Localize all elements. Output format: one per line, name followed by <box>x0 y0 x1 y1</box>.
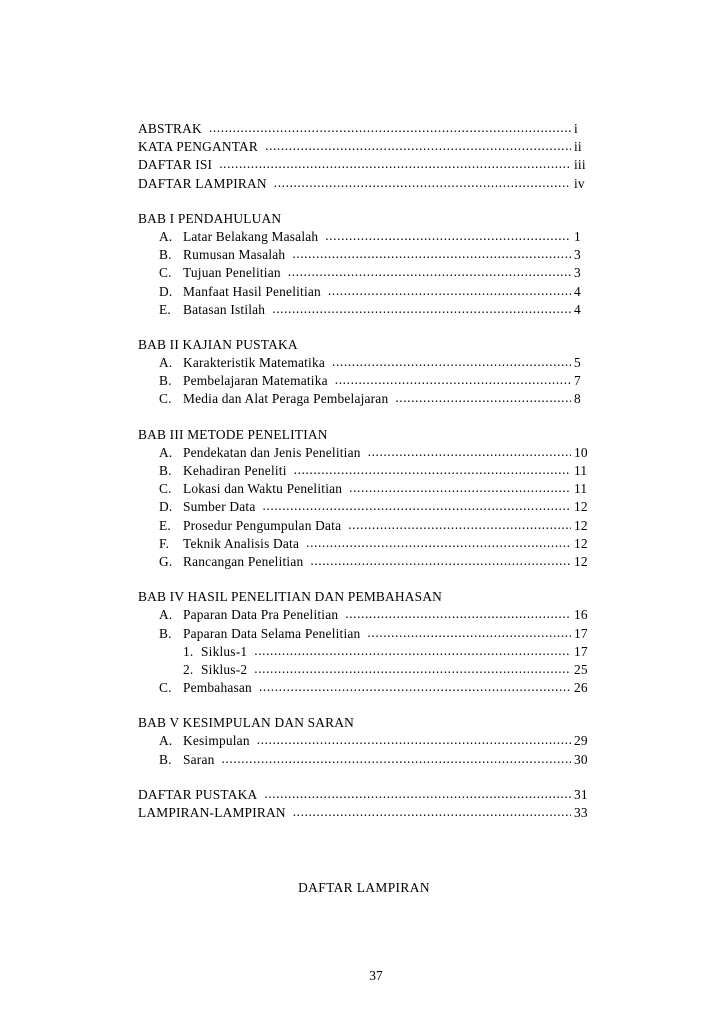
section-title: DAFTAR LAMPIRAN <box>298 880 430 895</box>
toc-subentry[interactable] <box>138 643 598 661</box>
toc-entry-marker: C. <box>159 680 172 696</box>
chapter-heading-bab-5[interactable]: BAB V KESIMPULAN DAN SARAN <box>138 715 355 731</box>
toc-entry-page: 11 <box>574 463 588 478</box>
dot-leader <box>306 534 571 552</box>
toc-entry-marker: C. <box>159 391 172 407</box>
toc-entry-marker: D. <box>159 283 173 299</box>
toc-entry[interactable] <box>138 480 598 498</box>
toc-entry-page: 1 <box>574 228 581 244</box>
dot-leader <box>367 624 571 642</box>
toc-entry-marker: E. <box>159 517 171 533</box>
toc-entry-marker: A. <box>159 607 173 623</box>
table-of-contents <box>138 120 598 822</box>
toc-entry-label: Siklus-1 <box>201 643 248 659</box>
dot-leader <box>349 479 571 497</box>
toc-entry-label: KATA PENGANTAR <box>138 139 259 155</box>
toc-entry-page: 11 <box>574 481 588 497</box>
toc-entry-marker: F. <box>159 535 170 551</box>
toc-entry-page: 29 <box>574 733 588 749</box>
dot-leader <box>259 678 571 696</box>
toc-entry-page: 12 <box>574 535 588 551</box>
toc-entry-marker: A. <box>159 228 173 244</box>
dot-leader <box>254 642 571 660</box>
toc-entry-label: Manfaat Hasil Penelitian <box>183 283 321 299</box>
toc-entry-label: Tujuan Penelitian <box>183 265 281 281</box>
toc-entry-label: DAFTAR PUSTAKA <box>138 786 258 802</box>
toc-entry-label: Pembelajaran Matematika <box>183 373 328 389</box>
dot-leader <box>325 227 571 245</box>
dot-leader <box>335 371 571 389</box>
dot-leader <box>395 389 571 407</box>
toc-entry[interactable] <box>138 283 598 301</box>
toc-entry-marker: C. <box>159 481 172 497</box>
toc-entry-lampiran[interactable] <box>138 804 598 822</box>
toc-entry[interactable] <box>138 228 598 246</box>
toc-entry-marker: A. <box>159 733 173 749</box>
toc-entry-page: 31 <box>574 786 588 802</box>
toc-entry-page: iii <box>574 157 586 173</box>
toc-entry-page: 10 <box>574 444 588 460</box>
toc-entry[interactable] <box>138 264 598 282</box>
toc-entry-page: 26 <box>574 680 588 696</box>
toc-entry-page: 5 <box>574 355 581 371</box>
dot-leader <box>209 119 571 137</box>
toc-entry[interactable] <box>138 498 598 516</box>
toc-entry-page: 30 <box>574 751 588 767</box>
toc-entry[interactable] <box>138 535 598 553</box>
toc-entry-page: 7 <box>574 373 581 389</box>
dot-leader <box>257 731 571 749</box>
toc-entry-label: DAFTAR ISI <box>138 157 213 173</box>
dot-leader <box>348 516 571 534</box>
toc-entry-page: 3 <box>574 247 581 263</box>
toc-entry[interactable] <box>138 625 598 643</box>
chapter-heading-bab-3[interactable]: BAB III METODE PENELITIAN <box>138 426 328 442</box>
chapter-heading-bab-2[interactable]: BAB II KAJIAN PUSTAKA <box>138 336 298 352</box>
toc-entry[interactable] <box>138 679 598 697</box>
dot-leader <box>254 660 571 678</box>
toc-entry-page: 25 <box>574 661 588 677</box>
toc-entry-page: i <box>574 121 578 136</box>
toc-entry-marker: A. <box>159 444 173 460</box>
toc-entry-marker: E. <box>159 301 171 317</box>
toc-entry-marker: 1. <box>183 643 194 659</box>
toc-entry[interactable] <box>138 606 598 624</box>
toc-entry-label: Sumber Data <box>183 499 256 515</box>
toc-entry-page: 12 <box>574 553 588 569</box>
toc-entry[interactable] <box>138 354 598 372</box>
toc-entry-kata-pengantar[interactable] <box>138 138 598 156</box>
toc-entry-label: Batasan Istilah <box>183 301 266 317</box>
toc-entry-page: iv <box>574 175 585 191</box>
toc-entry-daftar-pustaka[interactable] <box>138 786 598 804</box>
dot-leader <box>265 137 571 155</box>
toc-entry-label: Karakteristik Matematika <box>183 355 326 371</box>
toc-entry-page: 17 <box>574 643 588 659</box>
dot-leader <box>293 803 571 821</box>
toc-entry[interactable] <box>138 517 598 535</box>
toc-entry[interactable] <box>138 372 598 390</box>
toc-entry-page: 16 <box>574 607 588 623</box>
toc-entry-marker: C. <box>159 265 172 281</box>
toc-entry-page: ii <box>574 139 582 155</box>
toc-entry-abstrak[interactable] <box>138 120 598 138</box>
toc-entry[interactable] <box>138 390 598 408</box>
dot-leader <box>368 443 571 461</box>
dot-leader <box>274 174 571 192</box>
toc-entry[interactable] <box>138 751 598 769</box>
dot-leader <box>262 497 571 515</box>
toc-entry-marker: B. <box>159 751 172 767</box>
toc-entry[interactable] <box>138 732 598 750</box>
chapter-heading-bab-4[interactable]: BAB IV HASIL PENELITIAN DAN PEMBAHASAN <box>138 589 443 605</box>
toc-entry-marker: B. <box>159 373 172 389</box>
dot-leader <box>272 300 571 318</box>
toc-entry-label: Siklus-2 <box>201 661 248 677</box>
toc-entry[interactable] <box>138 462 598 480</box>
toc-entry-label: LAMPIRAN-LAMPIRAN <box>138 805 286 820</box>
toc-entry-daftar-lampiran[interactable] <box>138 175 598 193</box>
toc-entry-label: Rumusan Masalah <box>183 247 286 263</box>
toc-entry-label: Pendekatan dan Jenis Penelitian <box>183 444 361 460</box>
toc-entry-marker: D. <box>159 499 173 515</box>
toc-entry-label: Paparan Data Selama Penelitian <box>183 625 361 641</box>
toc-entry-page: 4 <box>574 283 581 299</box>
toc-entry-label: Lokasi dan Waktu Penelitian <box>183 481 343 497</box>
toc-entry-page: 8 <box>574 391 581 407</box>
toc-entry[interactable] <box>138 444 598 462</box>
dot-leader <box>222 750 572 768</box>
toc-entry-marker: A. <box>159 355 173 371</box>
toc-entry-label: Rancangan Penelitian <box>183 553 304 569</box>
chapter-heading-bab-1[interactable]: BAB I PENDAHULUAN <box>138 210 282 226</box>
toc-entry[interactable] <box>138 553 598 571</box>
toc-entry-page: 4 <box>574 301 581 317</box>
toc-entry-label: DAFTAR LAMPIRAN <box>138 175 267 191</box>
toc-entry-marker: G. <box>159 553 173 569</box>
dot-leader <box>219 155 571 173</box>
dot-leader <box>332 353 571 371</box>
toc-subentry[interactable] <box>138 661 598 679</box>
dot-leader <box>294 461 571 479</box>
dot-leader <box>292 245 571 263</box>
dot-leader <box>328 282 571 300</box>
toc-entry-marker: B. <box>159 463 172 478</box>
dot-leader <box>345 605 571 623</box>
toc-entry-marker: B. <box>159 625 172 641</box>
dot-leader <box>310 552 571 570</box>
toc-entry-page: 33 <box>574 805 588 820</box>
toc-entry-page: 17 <box>574 625 588 641</box>
toc-entry-label: Paparan Data Pra Penelitian <box>183 607 339 623</box>
toc-entry[interactable] <box>138 246 598 264</box>
toc-entry-page: 3 <box>574 265 581 281</box>
toc-entry-label: Saran <box>183 751 215 767</box>
toc-entry-label: Kesimpulan <box>183 733 250 749</box>
toc-entry-marker: B. <box>159 247 172 263</box>
toc-entry[interactable] <box>138 301 598 319</box>
page-number: 37 <box>369 968 383 983</box>
toc-entry-label: Kehadiran Peneliti <box>183 463 287 478</box>
toc-entry-label: ABSTRAK <box>138 121 202 136</box>
toc-entry-label: Teknik Analisis Data <box>183 535 300 551</box>
toc-entry-label: Media dan Alat Peraga Pembelajaran <box>183 391 389 407</box>
toc-entry-label: Latar Belakang Masalah <box>183 228 319 244</box>
toc-entry-label: Prosedur Pengumpulan Data <box>183 517 342 533</box>
toc-entry-daftar-isi[interactable] <box>138 156 598 174</box>
dot-leader <box>288 263 571 281</box>
toc-entry-marker: 2. <box>183 661 194 677</box>
toc-entry-page: 12 <box>574 499 588 515</box>
toc-entry-page: 12 <box>574 517 588 533</box>
dot-leader <box>264 785 571 803</box>
toc-entry-label: Pembahasan <box>183 680 252 696</box>
